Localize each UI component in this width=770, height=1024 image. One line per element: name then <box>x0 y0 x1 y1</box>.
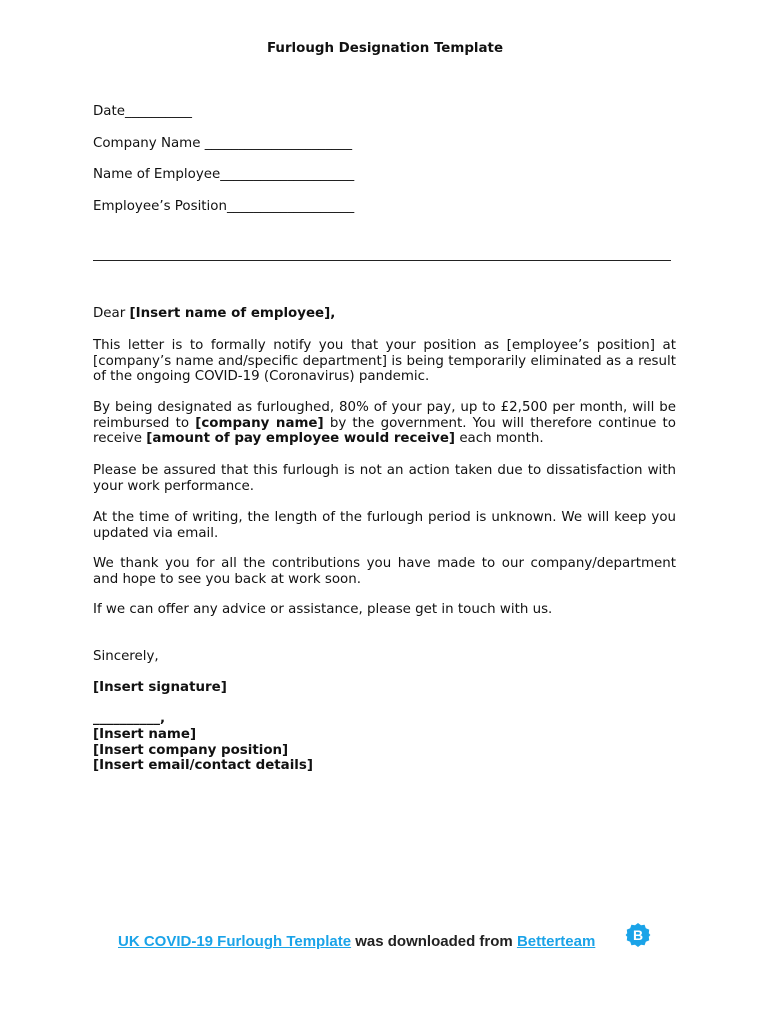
page-title: Furlough Designation Template <box>266 41 504 56</box>
separator-line <box>93 260 671 261</box>
footer-middle-text: was downloaded from <box>351 933 517 950</box>
paragraph-advice: If we can offer any advice or assistance, please get in touch with us. <box>93 602 553 617</box>
betterteam-link[interactable]: Betterteam <box>516 933 596 950</box>
footer-note <box>118 933 595 950</box>
employee-position-field: Employee’s Position___________________ <box>93 199 355 214</box>
salutation <box>93 306 335 321</box>
date-field: Date__________ <box>93 104 192 119</box>
salutation-placeholder: [Insert name of employee], <box>129 306 336 321</box>
company-name-placeholder: [company name] <box>195 415 324 431</box>
position-placeholder: [Insert company position] <box>93 742 289 758</box>
pay-text-e: each month. <box>455 431 544 446</box>
salutation-prefix: Dear <box>93 306 130 321</box>
name-placeholder: [Insert name] <box>93 726 197 742</box>
paragraph-notification: This letter is to formally notify you that your position as [employee’s position] at [company’s name and/specific department] is being temporarily eliminated as a result of the ongoing COVID-19 (Coronavirus) pandemic. <box>93 338 676 384</box>
employee-name-field: Name of Employee____________________ <box>93 167 355 182</box>
betterteam-logo-icon[interactable] <box>625 922 651 948</box>
paragraph-thanks: We thank you for all the contributions you have made to our company/department and hope to see you back at work soon. <box>93 556 676 587</box>
signature-block <box>93 711 313 774</box>
logo-letter: B <box>632 927 644 943</box>
pay-text-a: By being designated as furloughed, 80% of your pay, up to £2,500 per month, will be reimbursed to <box>93 400 676 431</box>
company-name-field: Company Name ______________________ <box>93 136 353 151</box>
paragraph-length: At the time of writing, the length of the furlough period is unknown. We will keep you updated via email. <box>93 510 676 541</box>
pay-text-c: by the government. You will therefore continue to receive <box>93 415 676 446</box>
pay-amount-placeholder: [amount of pay employee would receive] <box>146 431 456 446</box>
closing: Sincerely, <box>93 649 159 664</box>
paragraph-pay <box>93 400 676 447</box>
signature-line: __________, <box>93 711 166 726</box>
signature-placeholder: [Insert signature] <box>93 680 227 695</box>
contact-placeholder: [Insert email/contact details] <box>93 758 313 774</box>
template-link[interactable]: UK COVID-19 Furlough Template <box>118 933 352 950</box>
paragraph-assurance: Please be assured that this furlough is not an action taken due to dissatisfaction with your work performance. <box>93 463 676 494</box>
